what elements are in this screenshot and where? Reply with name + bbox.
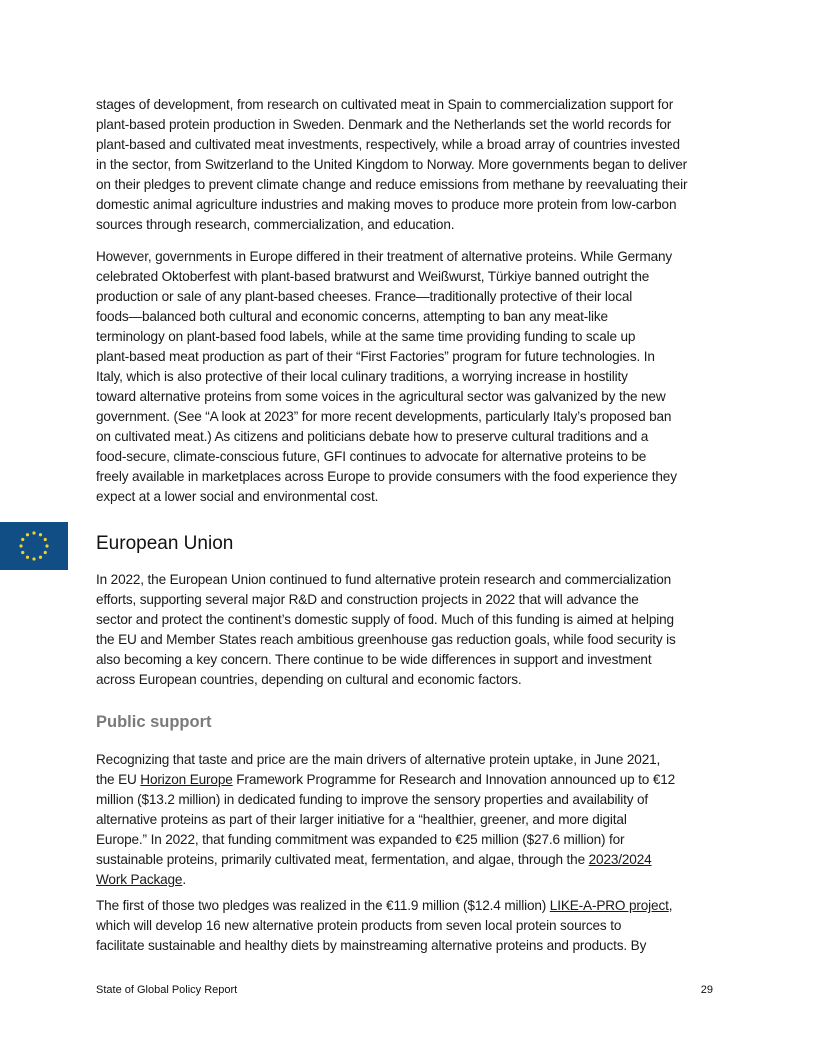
text-segment: facilitate sustainable and healthy diets by mainstreaming alternative proteins and products. By <box>96 938 647 953</box>
text-line <box>96 810 746 830</box>
paragraph-public-support <box>96 750 746 890</box>
paragraph-eu-overview <box>96 95 746 235</box>
paragraph-like-a-pro <box>96 896 746 956</box>
text-line <box>96 427 746 447</box>
text-segment: sources through research, commercialization, and education. <box>96 217 455 232</box>
text-line <box>96 155 746 175</box>
star-icon <box>39 533 42 536</box>
star-icon <box>32 557 35 560</box>
text-line <box>96 175 746 195</box>
text-segment: sector and protect the continent’s domestic supply of food. Much of this funding is aimed at helping <box>96 612 674 627</box>
text-segment: foods—balanced both cultural and economic concerns, attempting to ban any meat-like <box>96 309 608 324</box>
text-line <box>96 590 746 610</box>
text-line <box>96 610 746 630</box>
text-line <box>96 790 746 810</box>
text-segment: on their pledges to prevent climate change and reduce emissions from methane by reevaluating their <box>96 177 688 192</box>
text-line <box>96 770 746 790</box>
star-icon <box>44 551 47 554</box>
hyperlink[interactable]: Horizon Europe <box>140 772 233 787</box>
text-line <box>96 347 746 367</box>
text-line <box>96 487 746 507</box>
paragraph-eu-intro <box>96 570 746 690</box>
text-segment: plant-based and cultivated meat investments, respectively, while a broad array of countries invested <box>96 137 680 152</box>
star-icon <box>21 538 24 541</box>
hyperlink[interactable]: Work Package <box>96 872 183 887</box>
text-line <box>96 307 746 327</box>
text-line <box>96 447 746 467</box>
text-line <box>96 215 746 235</box>
text-line <box>96 287 746 307</box>
text-line <box>96 267 746 287</box>
text-line <box>96 467 746 487</box>
text-line <box>96 850 746 870</box>
text-segment: efforts, supporting several major R&D and construction projects in 2022 that will advance the <box>96 592 639 607</box>
text-segment: alternative proteins as part of their larger initiative for a “healthier, greener, and more digital <box>96 812 627 827</box>
star-icon <box>19 544 22 547</box>
text-segment: plant-based protein production in Sweden. Denmark and the Netherlands set the world records for <box>96 117 672 132</box>
text-line <box>96 916 746 936</box>
text-segment: on cultivated meat.) As citizens and politicians debate how to preserve cultural traditions and a <box>96 429 649 444</box>
paragraph-differing-treatment <box>96 247 746 507</box>
subheading: Public support <box>96 713 212 731</box>
star-icon <box>32 531 35 534</box>
text-segment: The first of those two pledges was realized in the €11.9 million ($12.4 million) <box>96 898 550 913</box>
text-segment: freely available in marketplaces across Europe to provide consumers with the food experience they <box>96 469 677 484</box>
text-segment: also becoming a key concern. There continue to be wide differences in support and investment <box>96 652 652 667</box>
footer-title: State of Global Policy Report <box>96 984 238 996</box>
text-segment: food-secure, climate-conscious future, GFI continues to advocate for alternative proteins to be <box>96 449 647 464</box>
text-line <box>96 650 746 670</box>
section-heading: European Union <box>96 533 234 554</box>
star-icon <box>26 556 29 559</box>
text-line <box>96 195 746 215</box>
text-segment: expect at a lower social and environmental cost. <box>96 489 379 504</box>
text-line <box>96 247 746 267</box>
text-segment: terminology on plant-based food labels, while at the same time providing funding to scale up <box>96 329 636 344</box>
star-icon <box>45 544 48 547</box>
text-line <box>96 870 746 890</box>
hyperlink[interactable]: 2023/2024 <box>588 852 652 867</box>
text-line <box>96 407 746 427</box>
text-segment: celebrated Oktoberfest with plant-based bratwurst and Weißwurst, Türkiye banned outright the <box>96 269 650 284</box>
text-line <box>96 95 746 115</box>
text-line <box>96 936 746 956</box>
hyperlink[interactable]: LIKE-A-PRO project <box>549 898 669 913</box>
text-line <box>96 630 746 650</box>
text-segment: In 2022, the European Union continued to fund alternative protein research and commercialization <box>96 572 672 587</box>
text-line <box>96 750 746 770</box>
text-segment: stages of development, from research on cultivated meat in Spain to commercialization support for <box>96 97 674 112</box>
text-segment: Europe.” In 2022, that funding commitment was expanded to €25 million ($27.6 million) for <box>96 832 625 847</box>
text-segment: Recognizing that taste and price are the main drivers of alternative protein uptake, in June 2021, <box>96 752 661 767</box>
text-segment: production or sale of any plant-based cheeses. France—traditionally protective of their local <box>96 289 633 304</box>
text-line <box>96 367 746 387</box>
text-segment: Framework Programme for Research and Innovation announced up to €12 <box>232 772 676 787</box>
text-line <box>96 115 746 135</box>
star-icon <box>26 533 29 536</box>
text-segment: which will develop 16 new alternative protein products from seven local protein sources to <box>96 918 622 933</box>
star-icon <box>39 556 42 559</box>
text-segment: the EU <box>96 772 141 787</box>
text-segment: across European countries, depending on cultural and economic factors. <box>96 672 522 687</box>
text-line <box>96 387 746 407</box>
text-line <box>96 670 746 690</box>
text-line <box>96 896 746 916</box>
text-segment: sustainable proteins, primarily cultivated meat, fermentation, and algae, through the <box>96 852 589 867</box>
text-segment: government. (See “A look at 2023” for more recent developments, particularly Italy’s proposed ban <box>96 409 672 424</box>
star-icon <box>21 551 24 554</box>
text-line <box>96 327 746 347</box>
text-segment: million ($13.2 million) in dedicated funding to improve the sensory properties and availability of <box>96 792 649 807</box>
text-line <box>96 135 746 155</box>
text-segment: Italy, which is also protective of their local culinary traditions, a worrying increase in hostility <box>96 369 628 384</box>
text-segment: However, governments in Europe differed in their treatment of alternative proteins. While Germany <box>96 249 673 264</box>
text-segment: domestic animal agriculture industries and making moves to produce more protein from low-carbon <box>96 197 677 212</box>
star-icon <box>44 538 47 541</box>
text-segment: plant-based meat production as part of their “First Factories” program for future technologies. In <box>96 349 655 364</box>
text-segment: the EU and Member States reach ambitious greenhouse gas reduction goals, while food security is <box>96 632 676 647</box>
page-number: 29 <box>700 984 713 996</box>
text-line <box>96 570 746 590</box>
text-line <box>96 830 746 850</box>
eu-flag-icon <box>0 522 68 570</box>
text-segment: in the sector, from Switzerland to the United Kingdom to Norway. More governments began to deliver <box>96 157 688 172</box>
text-segment: . <box>182 872 186 887</box>
text-segment: toward alternative proteins from some voices in the agricultural sector was galvanized by the new <box>96 389 666 404</box>
text-segment: , <box>668 898 673 913</box>
